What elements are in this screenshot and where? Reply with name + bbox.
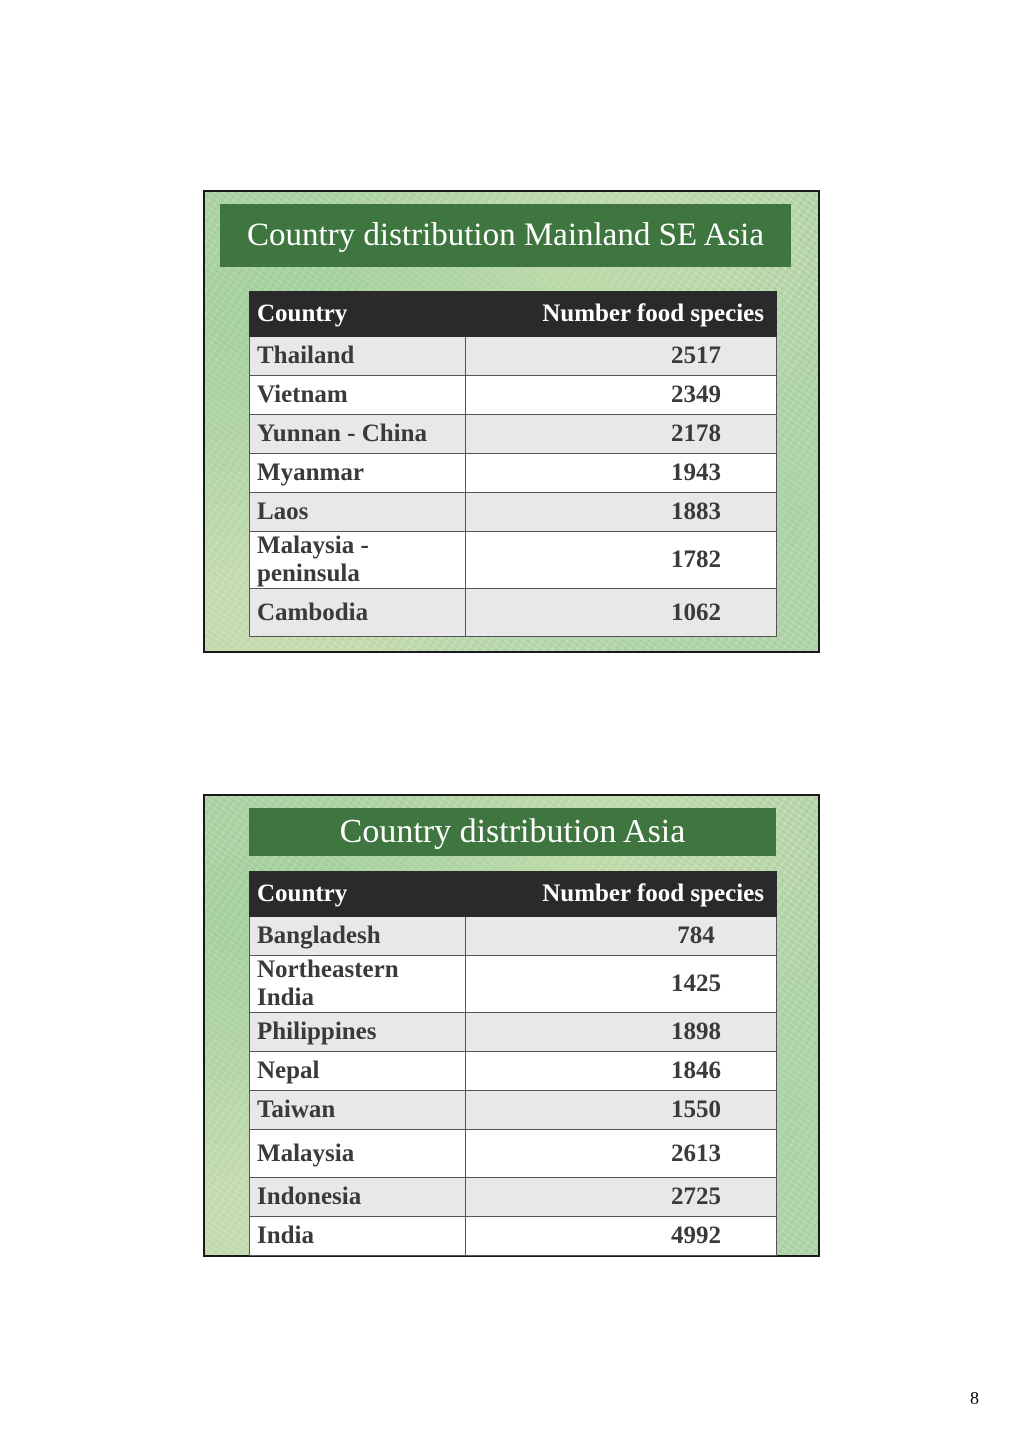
- country-cell: Bangladesh: [250, 917, 466, 956]
- species-count-cell: 1425: [466, 956, 777, 1013]
- slide-title: Country distribution Asia: [249, 808, 776, 856]
- country-cell: Vietnam: [250, 376, 466, 415]
- species-count-cell: 2613: [466, 1130, 777, 1178]
- species-count-cell: 784: [466, 917, 777, 956]
- country-cell: Myanmar: [250, 454, 466, 493]
- species-table: [249, 871, 777, 1256]
- table-row: [250, 1091, 777, 1130]
- country-cell: Malaysia - peninsula: [250, 532, 466, 589]
- species-count-cell: 2725: [466, 1178, 777, 1217]
- species-count-cell: 1062: [466, 589, 777, 637]
- country-cell: Nepal: [250, 1052, 466, 1091]
- country-cell: Yunnan - China: [250, 415, 466, 454]
- table-row: [250, 1052, 777, 1091]
- table-row: [250, 1013, 777, 1052]
- table-row: [250, 415, 777, 454]
- table-row: [250, 917, 777, 956]
- species-count-cell: 1782: [466, 532, 777, 589]
- species-count-cell: 1846: [466, 1052, 777, 1091]
- column-header-species: Number food species: [466, 872, 777, 917]
- country-cell: Laos: [250, 493, 466, 532]
- species-count-cell: 4992: [466, 1217, 777, 1256]
- country-cell: Indonesia: [250, 1178, 466, 1217]
- column-header-country: Country: [250, 872, 466, 917]
- species-count-cell: 1943: [466, 454, 777, 493]
- table-row: [250, 454, 777, 493]
- country-cell: Northeastern India: [250, 956, 466, 1013]
- slide-mainland-se-asia: [203, 190, 820, 653]
- table-row: [250, 1178, 777, 1217]
- species-count-cell: 2517: [466, 337, 777, 376]
- table-header-row: [250, 872, 777, 917]
- species-count-cell: 2178: [466, 415, 777, 454]
- table-header-row: [250, 292, 777, 337]
- table-row: [250, 493, 777, 532]
- page-number: 8: [970, 1388, 979, 1408]
- country-cell: Philippines: [250, 1013, 466, 1052]
- table-row: [250, 532, 777, 589]
- table-row: [250, 956, 777, 1013]
- table-row: [250, 376, 777, 415]
- country-cell: Taiwan: [250, 1091, 466, 1130]
- slide-asia: [203, 794, 820, 1257]
- table-row: [250, 337, 777, 376]
- species-count-cell: 2349: [466, 376, 777, 415]
- table-row: [250, 1130, 777, 1178]
- species-count-cell: 1550: [466, 1091, 777, 1130]
- table-row: [250, 1217, 777, 1256]
- species-count-cell: 1883: [466, 493, 777, 532]
- species-table: [249, 291, 777, 637]
- column-header-country: Country: [250, 292, 466, 337]
- table-row: [250, 589, 777, 637]
- column-header-species: Number food species: [466, 292, 777, 337]
- country-cell: India: [250, 1217, 466, 1256]
- slide-title: Country distribution Mainland SE Asia: [220, 204, 791, 267]
- country-cell: Cambodia: [250, 589, 466, 637]
- country-cell: Thailand: [250, 337, 466, 376]
- country-cell: Malaysia: [250, 1130, 466, 1178]
- species-count-cell: 1898: [466, 1013, 777, 1052]
